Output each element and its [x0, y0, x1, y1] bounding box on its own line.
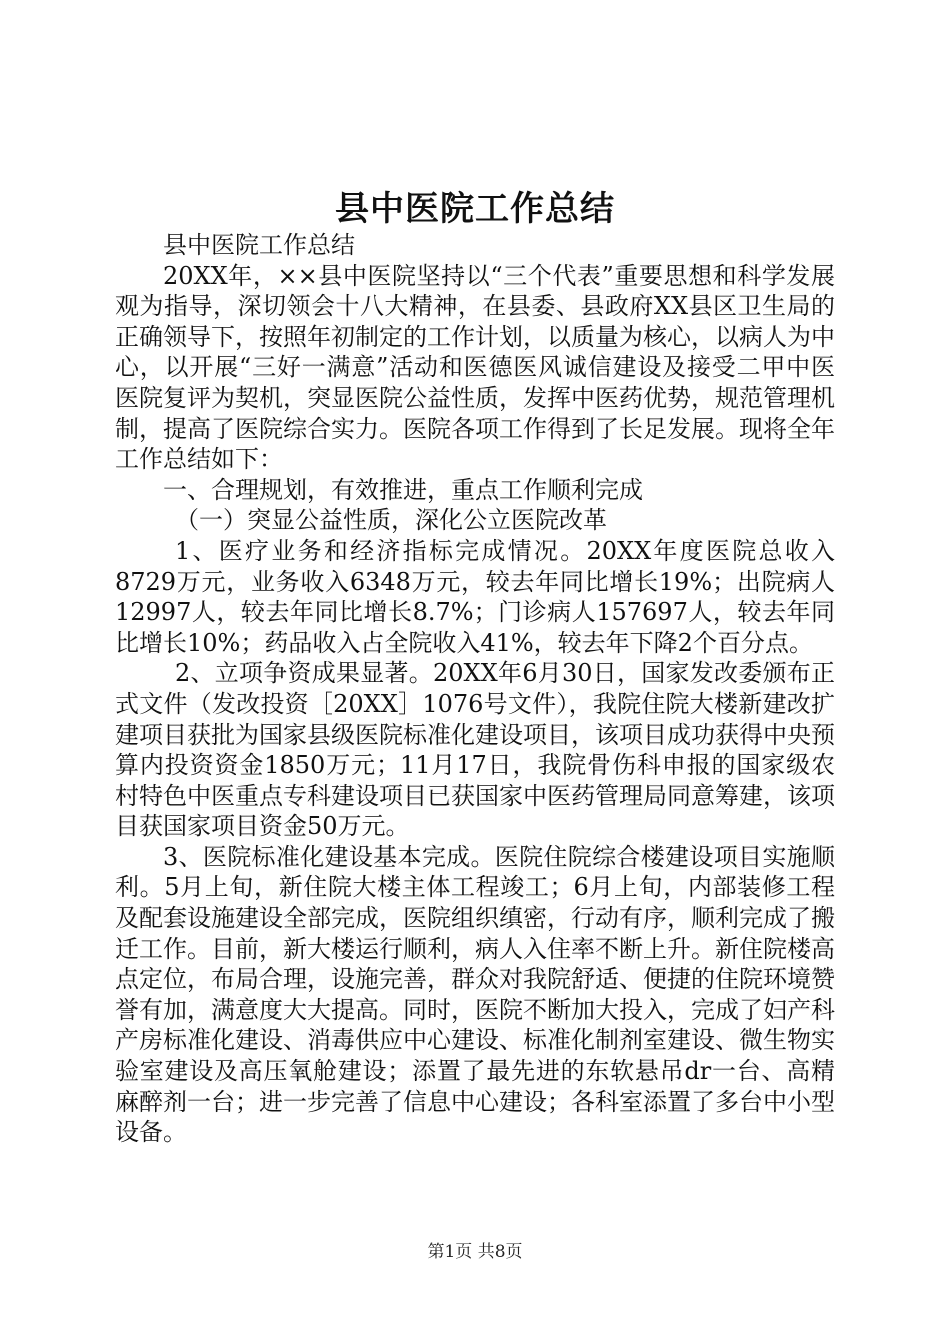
- subsection-heading: （一）突显公益性质，深化公立医院改革: [175, 506, 607, 535]
- paragraph-item-2: 2、立项争资成果显著。20XX年6月30日，国家发改委颁布正式文件（发改投资［20XX］1076号文件），我院住院大楼新建改扩建项目获批为国家县级医院标准化建设项目，该项目成功获得中央预算内投资资金1850万元；11月17日，我院骨伤科申报的国家级农村特色中医重点专科建设项目已获国家中医药管理局同意筹建，该项目获国家项目资金50万元。: [115, 659, 835, 841]
- paragraph-subtitle: 县中医院工作总结: [163, 231, 355, 259]
- document-body: [115, 230, 835, 1148]
- paragraph-item-1: 1、医疗业务和经济指标完成情况。20XX年度医院总收入8729万元，业务收入6348万元，较去年同比增长19%；出院病人12997人，较去年同比增长8.7%；门诊病人157697人，较去年同比增长10%；药品收入占全院收入41%，较去年下降2个百分点。: [115, 536, 835, 657]
- page-footer: 第1页 共8页: [427, 1242, 523, 1262]
- section-heading: 一、合理规划，有效推进，重点工作顺利完成: [163, 475, 643, 504]
- paragraph-intro: 20XX年，××县中医院坚持以“三个代表”重要思想和科学发展观为指导，深切领会十八大精神，在县委、县政府XX县区卫生局的正确领导下，按照年初制定的工作计划，以质量为核心，以病人为中心，以开展“三好一满意”活动和医德医风诚信建设及接受二甲中医医院复评为契机，突显医院公益性质，发挥中医药优势，规范管理机制，提高了医院综合实力。医院各项工作得到了长足发展。现将全年工作总结如下：: [115, 261, 835, 474]
- paragraph-item-3: 3、医院标准化建设基本完成。医院住院综合楼建设项目实施顺利。5月上旬，新住院大楼主体工程竣工；6月上旬，内部装修工程及配套设施建设全部完成，医院组织缜密，行动有序，顺利完成了搬迁工作。目前，新大楼运行顺利，病人入住率不断上升。新住院楼高点定位，布局合理，设施完善，群众对我院舒适、便捷的住院环境赞誉有加，满意度大大提高。同时，医院不断加大投入，完成了妇产科产房标准化建设、消毒供应中心建设、标准化制剂室建设、微生物实验室建设及高压氧舱建设；添置了最先进的东软悬吊dr一台、高精麻醉剂一台；进一步完善了信息中心建设；各科室添置了多台中小型设备。: [115, 842, 835, 1147]
- document-title: 县中医院工作总结: [335, 189, 615, 229]
